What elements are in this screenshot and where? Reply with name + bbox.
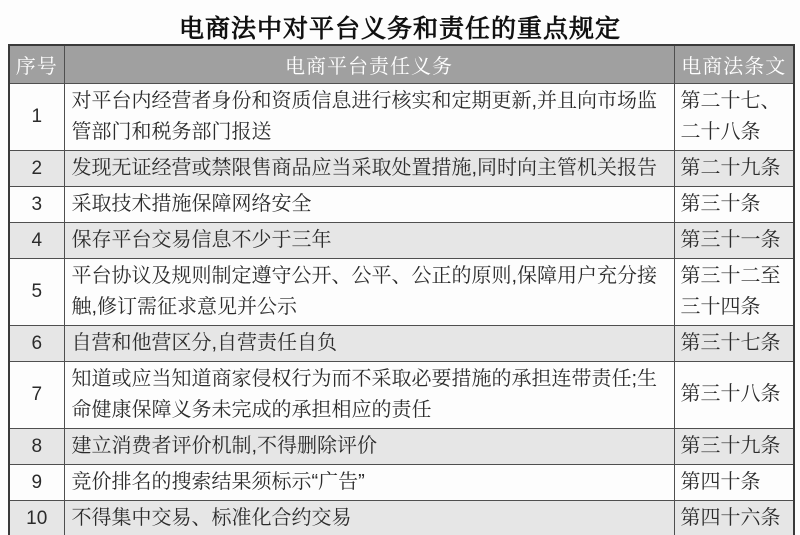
table-row xyxy=(9,186,794,222)
row-obligation: 保存平台交易信息不少于三年 xyxy=(64,222,674,258)
row-article: 第三十八条 xyxy=(674,361,794,428)
row-article: 第三十条 xyxy=(674,186,794,222)
row-number: 6 xyxy=(9,325,64,361)
row-number: 4 xyxy=(9,222,64,258)
table-row xyxy=(9,222,794,258)
table-row xyxy=(9,464,794,500)
row-article: 第三十九条 xyxy=(674,428,794,464)
table-row xyxy=(9,83,794,150)
header-cell-no: 序号 xyxy=(9,45,64,83)
row-obligation: 采取技术措施保障网络安全 xyxy=(64,186,674,222)
table-row xyxy=(9,150,794,186)
table-row xyxy=(9,325,794,361)
row-obligation: 知道或应当知道商家侵权行为而不采取必要措施的承担连带责任;生命健康保障义务未完成的承担相应的责任 xyxy=(64,361,674,428)
row-obligation: 自营和他营区分,自营责任自负 xyxy=(64,325,674,361)
row-article: 第三十七条 xyxy=(674,325,794,361)
row-obligation: 建立消费者评价机制,不得删除评价 xyxy=(64,428,674,464)
header-cell-article: 电商法条文 xyxy=(674,45,794,83)
table-row xyxy=(9,500,794,535)
row-obligation: 不得集中交易、标准化合约交易 xyxy=(64,500,674,535)
row-article: 第三十二至三十四条 xyxy=(674,258,794,325)
row-obligation: 对平台内经营者身份和资质信息进行核实和定期更新,并且向市场监管部门和税务部门报送 xyxy=(64,83,674,150)
table-row xyxy=(9,258,794,325)
table-body xyxy=(9,83,794,535)
header-row xyxy=(9,45,794,83)
law-obligations-table xyxy=(8,44,795,535)
row-obligation: 发现无证经营或禁限售商品应当采取处置措施,同时向主管机关报告 xyxy=(64,150,674,186)
row-article: 第四十条 xyxy=(674,464,794,500)
table-row xyxy=(9,361,794,428)
row-number: 9 xyxy=(9,464,64,500)
row-article: 第四十六条 xyxy=(674,500,794,535)
row-number: 10 xyxy=(9,500,64,535)
row-article: 第三十一条 xyxy=(674,222,794,258)
row-obligation: 竞价排名的搜索结果须标示“广告” xyxy=(64,464,674,500)
row-article: 第二十七、二十八条 xyxy=(674,83,794,150)
row-number: 1 xyxy=(9,83,64,150)
row-obligation: 平台协议及规则制定遵守公开、公平、公正的原则,保障用户充分接触,修订需征求意见并公示 xyxy=(64,258,674,325)
row-number: 8 xyxy=(9,428,64,464)
row-number: 2 xyxy=(9,150,64,186)
page-title: 电商法中对平台义务和责任的重点规定 xyxy=(178,16,621,43)
row-number: 3 xyxy=(9,186,64,222)
row-article: 第二十九条 xyxy=(674,150,794,186)
header-cell-obligation: 电商平台责任义务 xyxy=(64,45,674,83)
table-row xyxy=(9,428,794,464)
row-number: 5 xyxy=(9,258,64,325)
row-number: 7 xyxy=(9,361,64,428)
table-header xyxy=(9,45,794,83)
